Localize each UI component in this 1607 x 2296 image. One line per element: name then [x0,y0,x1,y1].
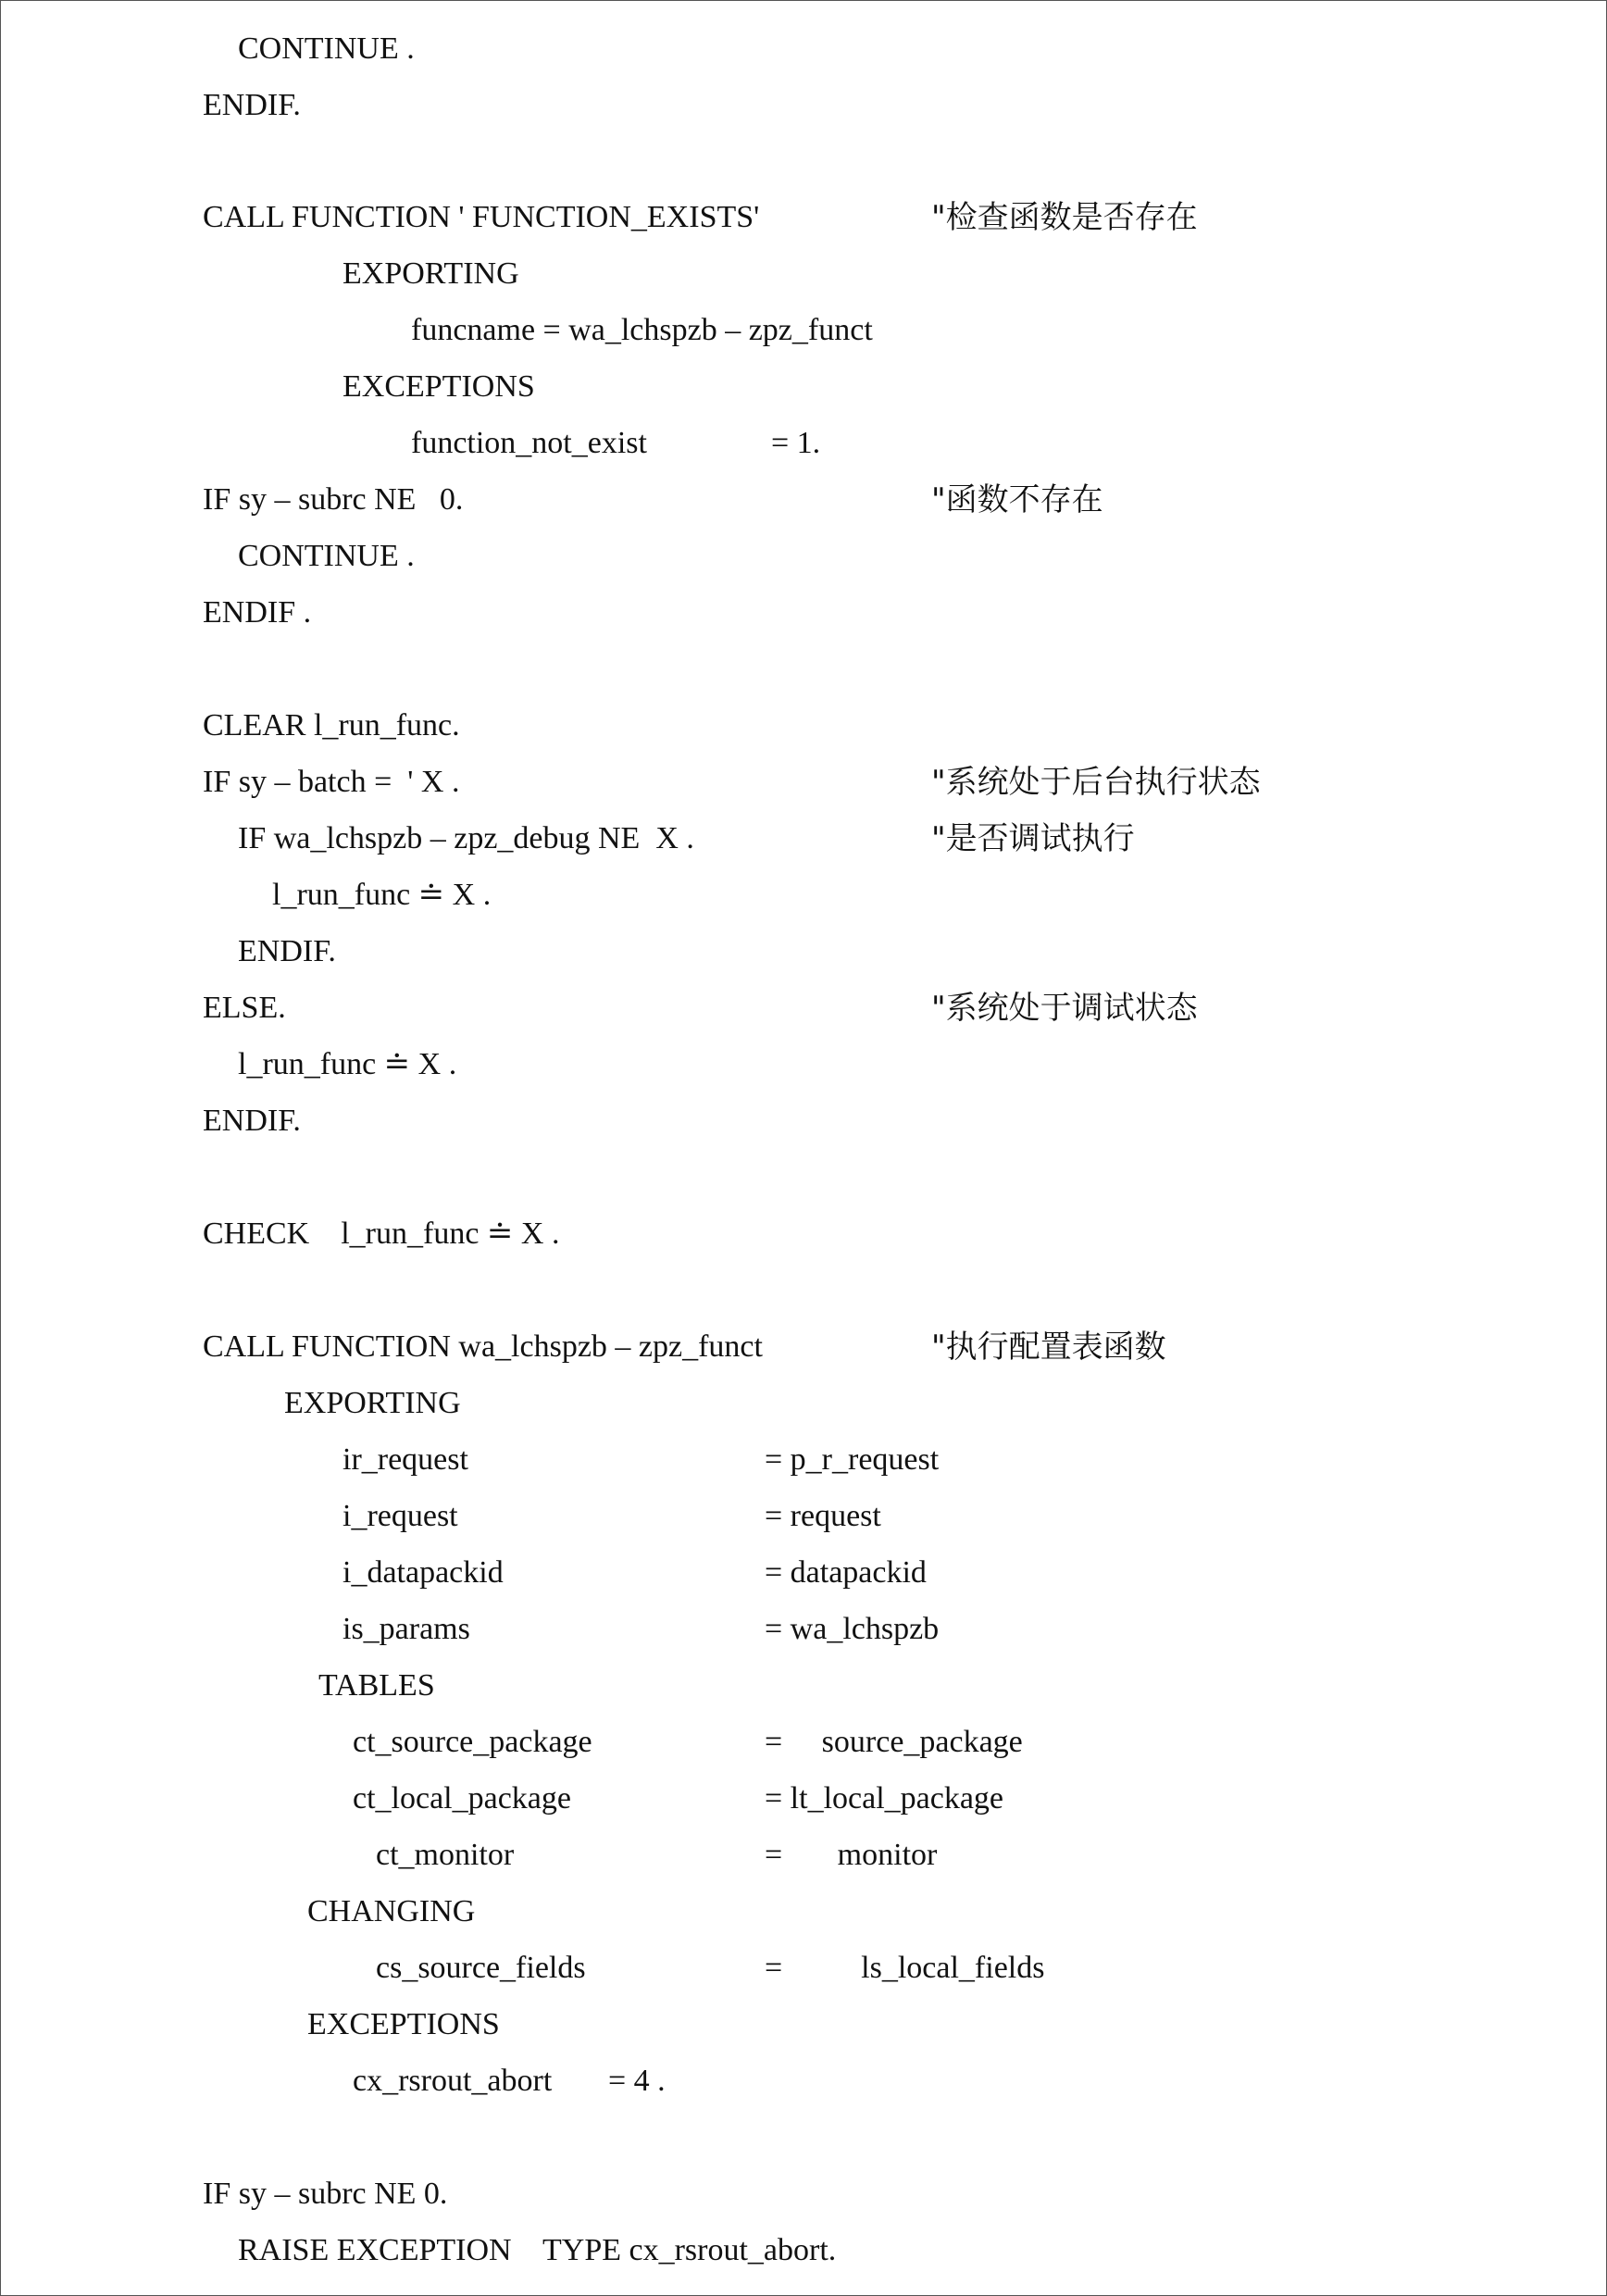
param-value: = datapackid [765,1555,927,1590]
code-line: funcname = wa_lchspzb – zpz_funct [411,313,873,347]
code-line: CHANGING [307,1894,476,1928]
code-line: IF wa_lchspzb – zpz_debug NE X . [238,821,694,855]
param-name: is_params [343,1612,470,1646]
code-line: EXCEPTIONS [307,2007,500,2041]
param-value: = source_package [765,1725,1023,1759]
code-line: ENDIF. [238,934,336,968]
code-comment: "检查函数是否存在 [931,199,1198,236]
code-line: l_run_func ≐ X . [272,878,492,912]
code-line: CLEAR l_run_func. [203,708,460,742]
param-name: ct_source_package [353,1725,592,1759]
code-line: CONTINUE . [238,31,415,66]
code-comment: "系统处于后台执行状态 [931,764,1261,801]
code-line: ELSE. [203,991,286,1025]
param-value: = monitor [765,1838,938,1872]
code-line: RAISE EXCEPTION TYPE cx_rsrout_abort. [238,2233,837,2267]
code-line: CALL FUNCTION wa_lchspzb – zpz_funct [203,1329,763,1364]
code-line: EXPORTING [343,256,519,291]
param-value: = 4 . [608,2064,666,2098]
param-name: ir_request [343,1442,468,1477]
param-name: cs_source_fields [376,1951,586,1985]
code-comment: "是否调试执行 [931,820,1135,857]
param-value: = p_r_request [765,1442,940,1477]
code-line: CALL FUNCTION ' FUNCTION_EXISTS' [203,200,760,234]
code-line: ENDIF . [203,595,312,630]
param-value: = lt_local_package [765,1781,1004,1816]
code-line: ENDIF. [203,1104,301,1138]
param-name: i_datapackid [343,1555,504,1590]
code-comment: "函数不存在 [931,481,1103,518]
param-name: ct_monitor [376,1838,515,1872]
code-line: IF sy – batch = ' X . [203,765,460,799]
param-value: = ls_local_fields [765,1951,1045,1985]
param-value: = request [765,1499,881,1533]
param-value: = wa_lchspzb [765,1612,940,1646]
code-line: function_not_exist [411,426,647,460]
code-line: CONTINUE . [238,539,415,573]
param-name: ct_local_package [353,1781,571,1816]
code-line: CHECK l_run_func ≐ X . [203,1217,560,1251]
code-line: EXPORTING [284,1386,461,1420]
code-line: TABLES [318,1668,435,1703]
code-line: ENDIF. [203,88,301,122]
code-line: IF sy – subrc NE 0. [203,482,464,517]
code-comment: "系统处于调试状态 [931,990,1198,1027]
param-name: i_request [343,1499,458,1533]
code-comment: "执行配置表函数 [931,1329,1166,1366]
code-line: = 1. [771,426,821,460]
code-line: IF sy – subrc NE 0. [203,2177,448,2211]
param-name: cx_rsrout_abort [353,2064,553,2098]
code-line: l_run_func ≐ X . [238,1047,457,1081]
code-line: EXCEPTIONS [343,369,535,404]
